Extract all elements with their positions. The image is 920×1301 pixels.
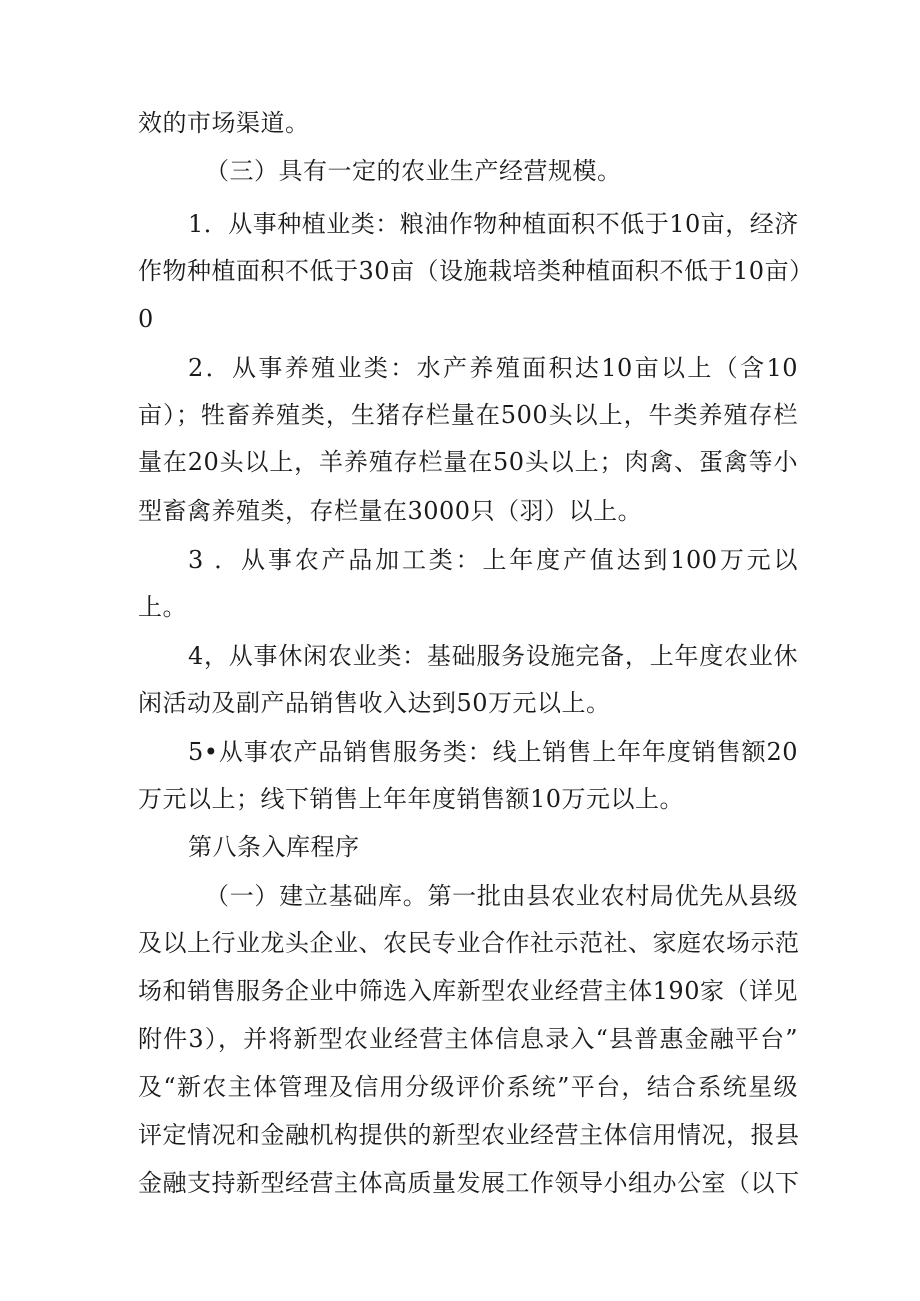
text-line: 金融支持新型经营主体高质量发展工作领导小组办公室（以下: [138, 1169, 800, 1197]
text-line: 2．从事养殖业类：水产养殖面积达10亩以上（含10: [188, 354, 798, 382]
text-line: 量在20头以上，羊养殖存栏量在50头以上；肉禽、蛋禽等小: [138, 448, 798, 476]
text-line: 及以上行业龙头企业、农民专业合作社示范社、家庭农场示范: [138, 929, 800, 957]
text-line: 附件3），并将新型农业经营主体信息录入“县普惠金融平台”: [138, 1025, 798, 1053]
text-line: 评定情况和金融机构提供的新型农业经营主体信用情况，报县: [138, 1121, 800, 1149]
text-line: 1．从事种植业类：粮油作物种植面积不低于10亩，经济: [188, 210, 799, 238]
text-line: 上。: [138, 593, 187, 621]
section-heading: （一）建立基础库。第一批由县农业农村局优先从县级: [205, 882, 798, 910]
text-line: 效的市场渠道。: [138, 109, 310, 137]
text-line: 及“新农主体管理及信用分级评价系统”平台，结合系统星级: [138, 1073, 798, 1101]
text-line: 作物种植面积不低于30亩（设施栽培类种植面积不低于10亩）: [138, 257, 814, 285]
text-line: 4，从事休闲农业类：基础服务设施完备，上年度农业休: [188, 642, 798, 670]
text-line: 型畜禽养殖类，存栏量在3000只（羽）以上。: [138, 497, 643, 525]
text-line: 万元以上；线下销售上年年度销售额10万元以上。: [138, 785, 685, 813]
text-line: 场和销售服务企业中筛选入库新型农业经营主体190家（详见: [138, 977, 798, 1005]
section-heading: （三）具有一定的农业生产经营规模。: [205, 157, 622, 185]
text-line: 5•从事农产品销售服务类：线上销售上年年度销售额20: [188, 738, 798, 766]
text-line: 闲活动及副产品销售收入达到50万元以上。: [138, 689, 611, 717]
text-line: 亩）；牲畜养殖类，生猪存栏量在500头以上，牛类养殖存栏: [138, 401, 798, 429]
text-line: 0: [138, 305, 154, 333]
article-heading: 第八条入库程序: [188, 833, 360, 861]
text-line: 3 ．从事农产品加工类：上年度产值达到100万元以: [188, 546, 798, 574]
